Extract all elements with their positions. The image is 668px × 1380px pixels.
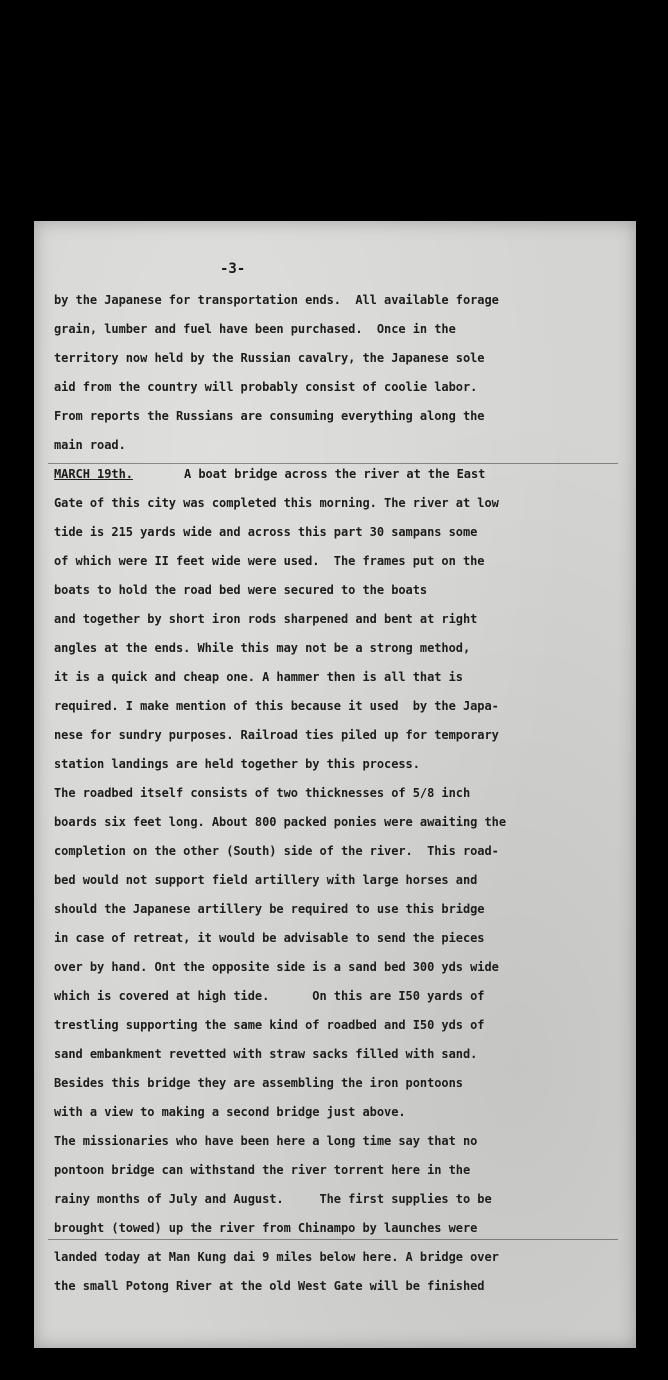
document-page xyxy=(34,221,636,1348)
text-line: brought (towed) up the river from Chinampo by launches were xyxy=(54,1221,478,1235)
text-line: the small Potong River at the old West Gate will be finished xyxy=(54,1279,485,1293)
text-line: over by hand. Ont the opposite side is a sand bed 300 yds wide xyxy=(54,960,499,974)
text-line: by the Japanese for transportation ends. All available forage xyxy=(54,293,499,307)
text-line: tide is 215 yards wide and across this part 30 sampans some xyxy=(54,525,478,539)
text-line: pontoon bridge can withstand the river torrent here in the xyxy=(54,1163,471,1177)
text-line: aid from the country will probably consist of coolie labor. xyxy=(54,380,478,394)
text-line: Gate of this city was completed this morning. The river at low xyxy=(54,496,499,510)
text-line: in case of retreat, it would be advisable to send the pieces xyxy=(54,931,485,945)
text-line: with a view to making a second bridge just above. xyxy=(54,1105,406,1119)
text-line: nese for sundry purposes. Railroad ties piled up for temporary xyxy=(54,728,499,742)
text-line: The roadbed itself consists of two thicknesses of 5/8 inch xyxy=(54,786,471,800)
text-line: Besides this bridge they are assembling the iron pontoons xyxy=(54,1076,463,1090)
text-line: sand embankment revetted with straw sacks filled with sand. xyxy=(54,1047,478,1061)
text-line: boards six feet long. About 800 packed ponies were awaiting the xyxy=(54,815,507,829)
text-line: boats to hold the road bed were secured to the boats xyxy=(54,583,428,597)
text-line: A boat bridge across the river at the East xyxy=(184,467,486,481)
text-line: should the Japanese artillery be required to use this bridge xyxy=(54,902,485,916)
text-line: bed would not support field artillery with large horses and xyxy=(54,873,478,887)
date-heading: MARCH 19th. xyxy=(54,467,133,481)
text-line: grain, lumber and fuel have been purchased. Once in the xyxy=(54,322,456,336)
text-line: completion on the other (South) side of the river. This road- xyxy=(54,844,499,858)
text-line: From reports the Russians are consuming everything along the xyxy=(54,409,485,423)
text-line: it is a quick and cheap one. A hammer then is all that is xyxy=(54,670,463,684)
text-line: territory now held by the Russian cavalry, the Japanese sole xyxy=(54,351,485,365)
text-line: required. I make mention of this because it used by the Japa- xyxy=(54,699,499,713)
text-line: landed today at Man Kung dai 9 miles below here. A bridge over xyxy=(54,1250,499,1264)
text-line: main road. xyxy=(54,438,126,452)
text-line: which is covered at high tide. On this are I50 yards of xyxy=(54,989,485,1003)
scan-rule xyxy=(48,1239,618,1240)
text-line: and together by short iron rods sharpened and bent at right xyxy=(54,612,478,626)
text-line: rainy months of July and August. The first supplies to be xyxy=(54,1192,492,1206)
page-number: -3- xyxy=(220,261,246,277)
scan-rule xyxy=(48,463,618,464)
text-line: of which were II feet wide were used. The frames put on the xyxy=(54,554,485,568)
text-line: trestling supporting the same kind of roadbed and I50 yds of xyxy=(54,1018,485,1032)
text-line: The missionaries who have been here a long time say that no xyxy=(54,1134,478,1148)
text-line: angles at the ends. While this may not be a strong method, xyxy=(54,641,471,655)
text-line: station landings are held together by this process. xyxy=(54,757,420,771)
